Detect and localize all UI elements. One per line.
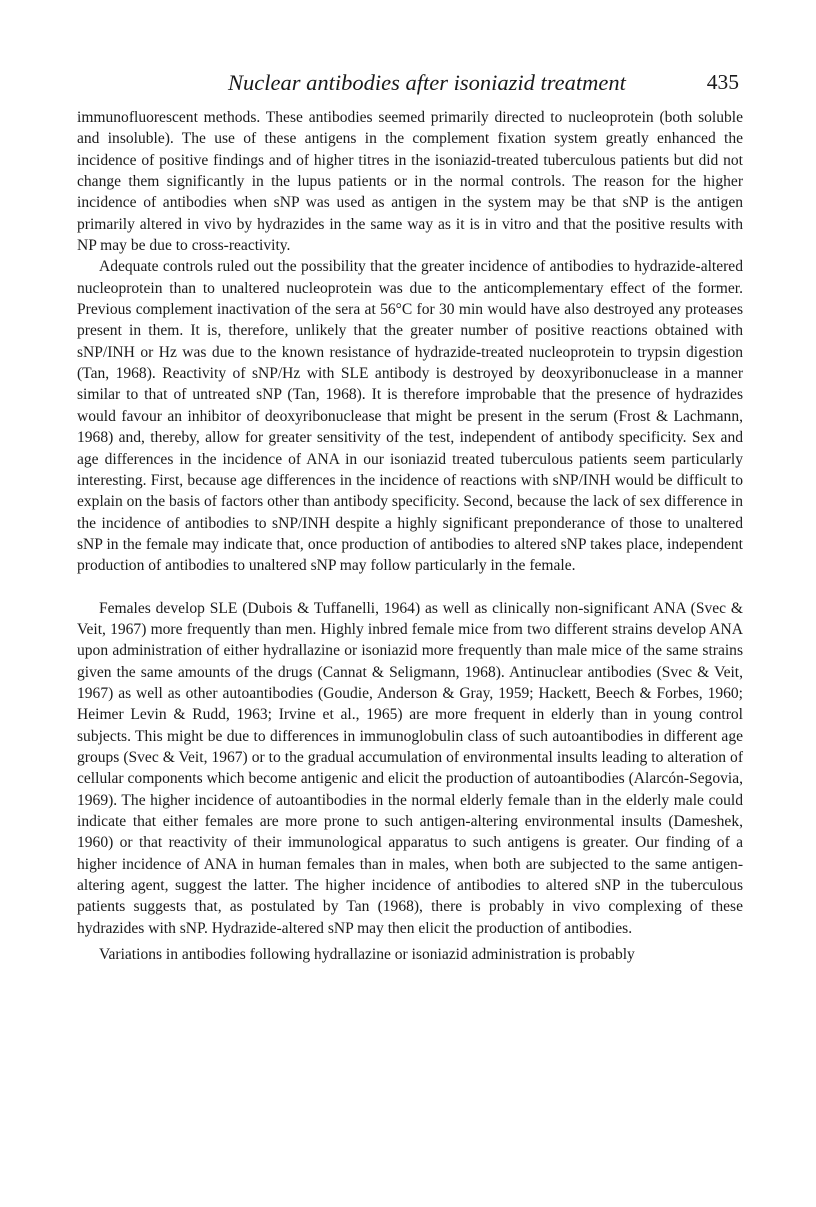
paragraph-1: immunofluorescent methods. These antibodies seemed primarily directed to nucleoprotein (both soluble and insoluble). The use of these antigens in the complement fixation system greatly enhanced the incidence of positive findings and of higher titres in the isoniazid-treated tuberculous patients but did not change them significantly in the lupus patients or in the normal controls. The reason for the higher incidence of antibodies when sNP was used as antigen in the system may be that sNP is the antigen primarily altered in vivo by hydrazides in the same way as it is in vitro and that the positive results with NP may be due to cross-reactivity.	[77, 109, 743, 255]
paragraph-2: Adequate controls ruled out the possibility that the greater incidence of antibodies to hydrazide-altered nucleoprotein than to unaltered nucleoprotein was due to the anticomplementary effect of the former. Previous complement inactivation of the sera at 56°C for 30 min would have also destroyed any proteases present in them. It is, therefore, unlikely that the greater number of positive reactions obtained with sNP/INH or Hz was due to the known resistance of hydrazide-treated nucleoprotein to trypsin digestion (Tan, 1968). Reactivity of sNP/Hz with SLE antibody is destroyed by deoxyribonuclease in a manner similar to that of untreated sNP (Tan, 1968). It is therefore improbable that the presence of hydrazides would favour an inhibitor of deoxyribonuclease that might be present in the serum (Frost & Lachmann, 1968) and, thereby, allow for greater sensitivity of the test, independent of antibody specificity. Sex and age differences in the incidence of ANA in our isoniazid treated tuberculous patients seem particularly interesting. First, because age differences in the incidence of reactions with sNP/INH would be difficult to explain on the basis of factors other than antibody specificity. Second, because the lack of sex difference in the incidence of antibodies to sNP/INH despite a highly significant preponderance of those to unaltered sNP in the female may indicate that, once production of antibodies to altered sNP takes place, independent production of antibodies to unaltered sNP may follow particularly in the female.	[77, 258, 743, 575]
paragraph-3: Females develop SLE (Dubois & Tuffanelli, 1964) as well as clinically non-significant ANA (Svec & Veit, 1967) more frequently than men. Highly inbred female mice from two different strains develop ANA upon administration of either hydrallazine or isoniazid more frequently than male mice of the same strains given the same amounts of the drugs (Cannat & Seligmann, 1968). Antinuclear antibodies (Svec & Veit, 1967) as well as other autoantibodies (Goudie, Anderson & Gray, 1959; Hackett, Beech & Forbes, 1960; Heimer Levin & Rudd, 1963; Irvine et al., 1965) are more frequent in elderly than in young control subjects. This might be due to differences in immunoglobulin class of such autoantibodies in different age groups (Svec & Veit, 1967) or to the gradual accumulation of environmental insults leading to alteration of cellular components which become antigenic and elicit the production of autoantibodies (Alarcón-Segovia, 1969). The higher incidence of autoantibodies in the normal elderly female than in the elderly male could indicate that either females are more prone to such antigen-altering environmental insults (Dameshek, 1960) or that reactivity of their immunological apparatus to such antigens is greater. Our finding of a higher incidence of ANA in human females than in males, when both are subjected to the same antigen-altering agent, suggest the latter. The higher incidence of antibodies to altered sNP in the tuberculous patients suggests that, as postulated by Tan (1968), there is probably in vivo complexing of these hydrazides with sNP. Hydrazide-altered sNP may then elicit the production of antibodies.	[77, 599, 743, 937]
body-text	[77, 107, 743, 965]
paragraph-4: Variations in antibodies following hydrallazine or isoniazid administration is probably	[99, 946, 635, 964]
page-number: 435	[706, 70, 739, 94]
running-head	[0, 70, 816, 100]
running-title: Nuclear antibodies after isoniazid treatment	[228, 70, 626, 95]
